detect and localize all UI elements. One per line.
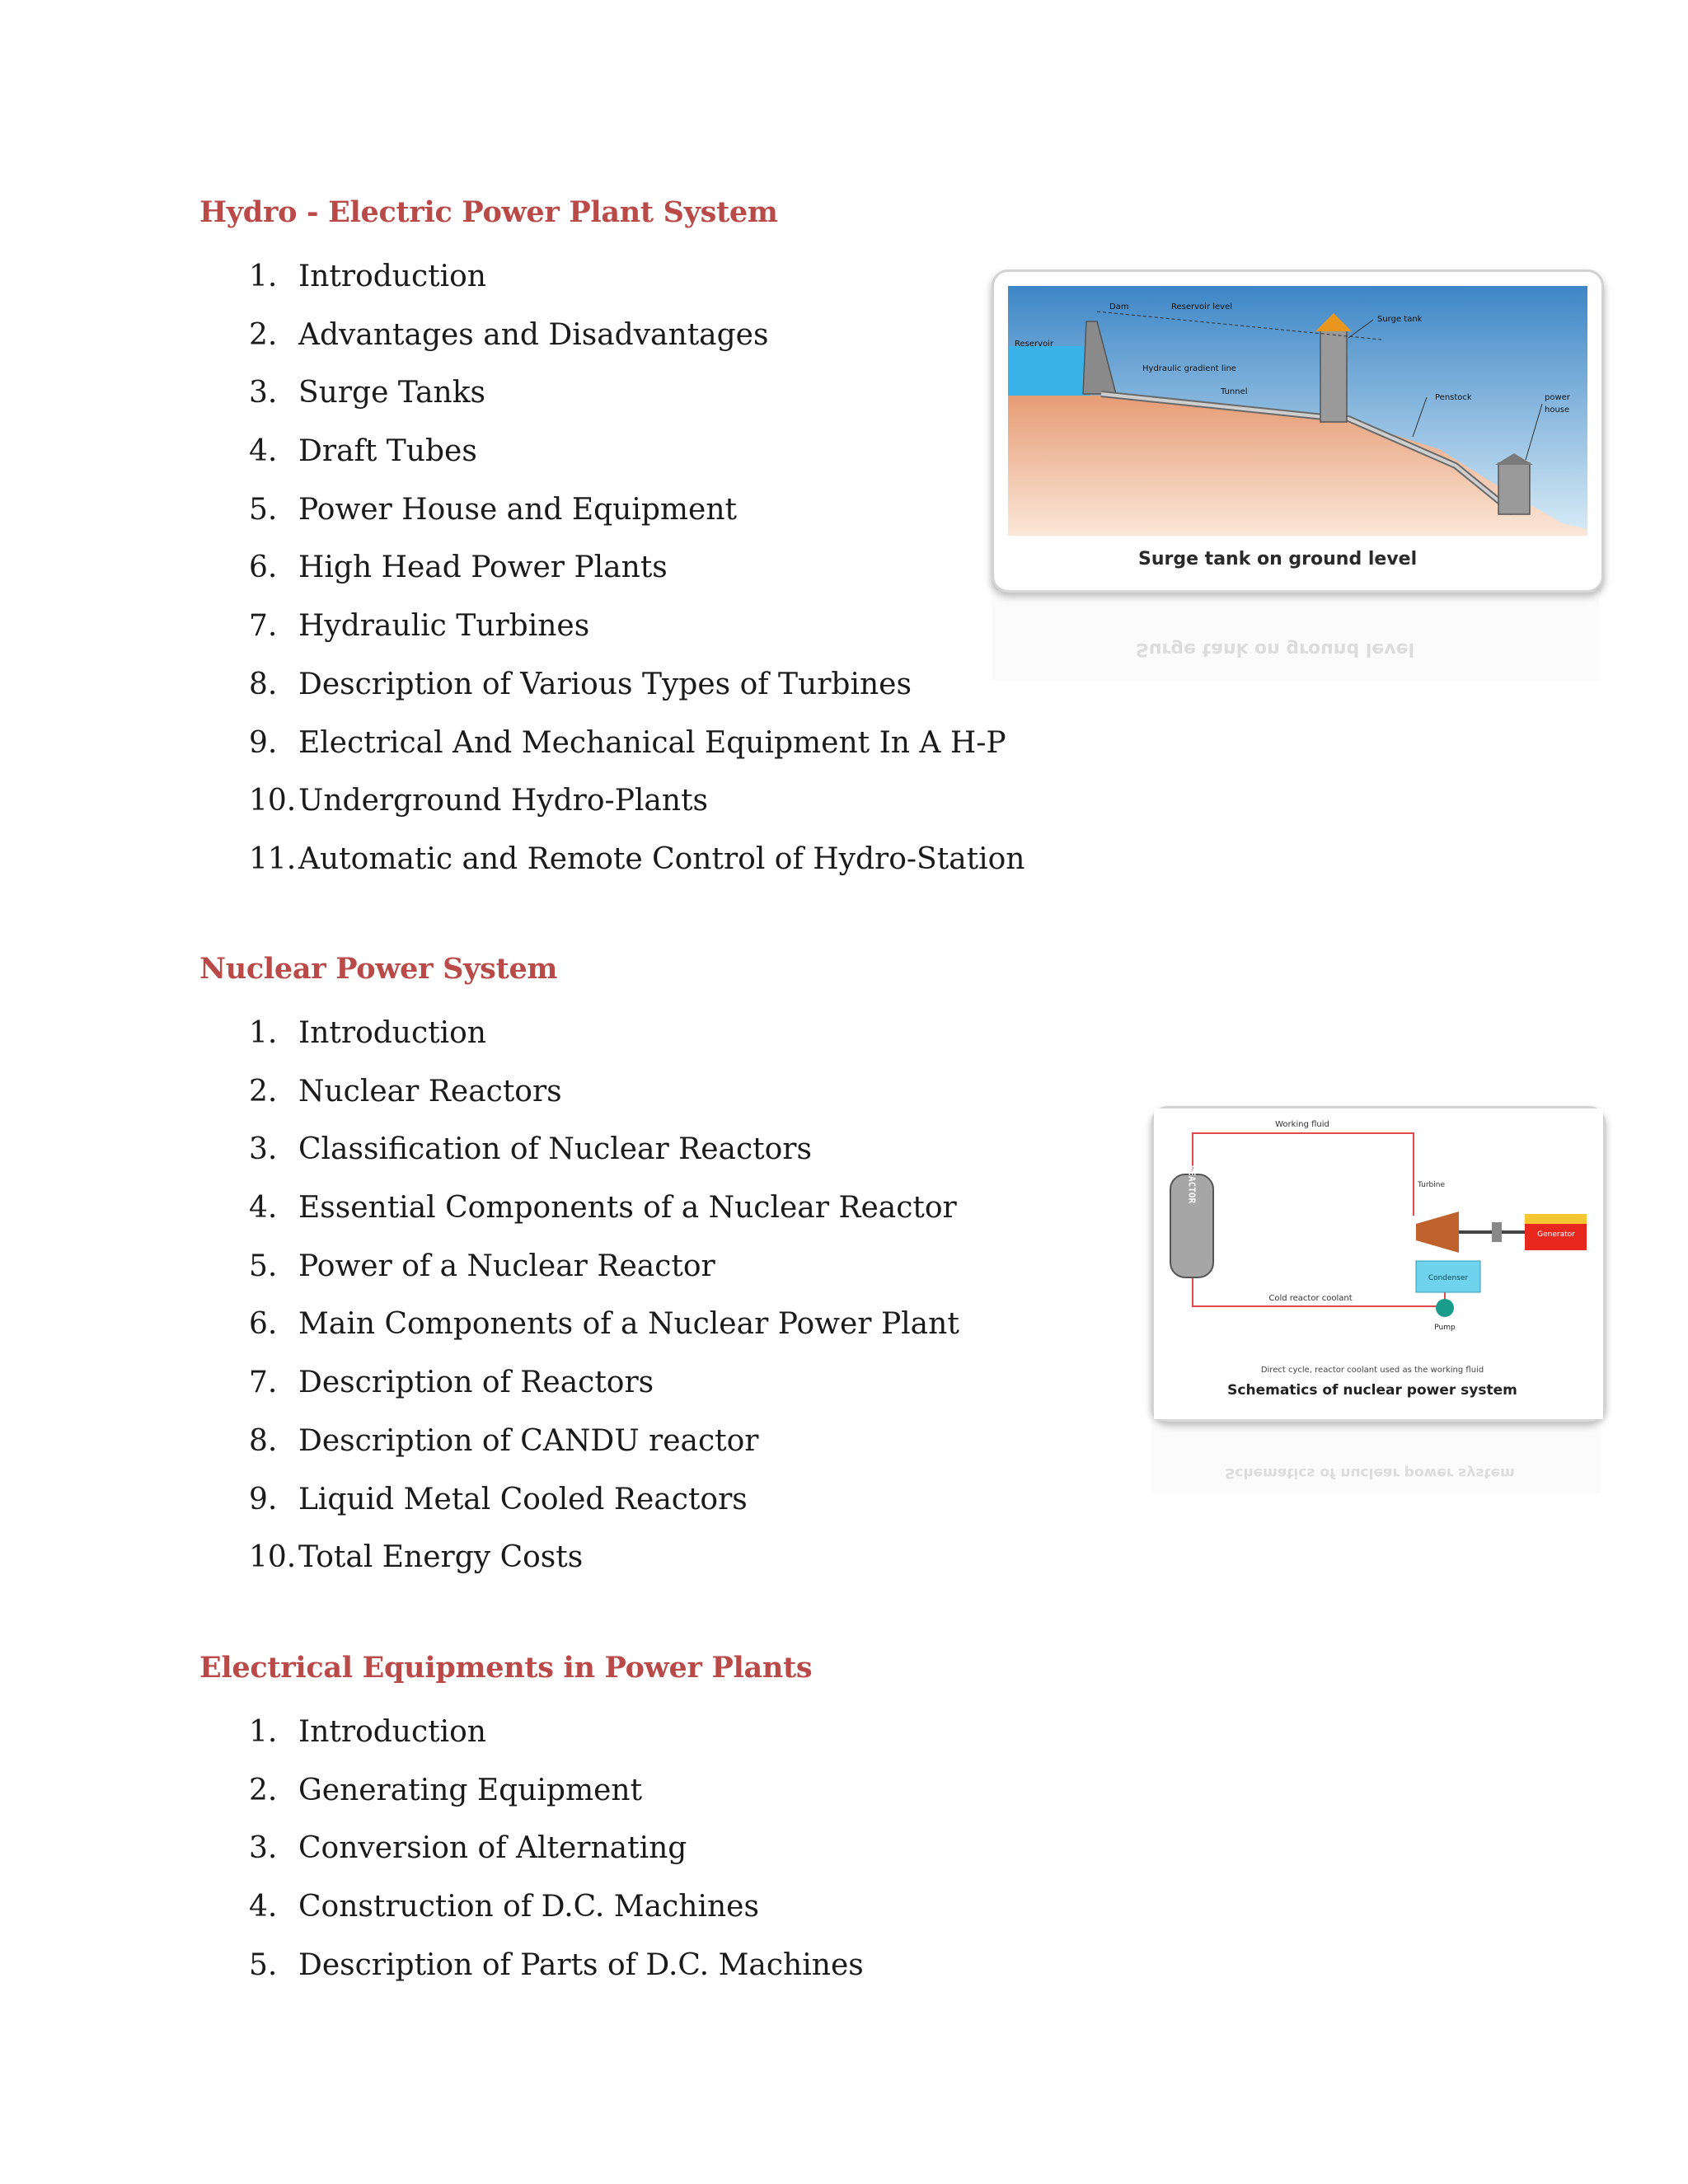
item-number: 5. <box>249 1249 278 1283</box>
item-number: 1. <box>249 1016 278 1050</box>
item-number: 7. <box>249 609 278 644</box>
generator-label: Generator <box>1537 1230 1575 1239</box>
item-text: Essential Components of a Nuclear Reactor <box>298 1191 957 1226</box>
item-number: 5. <box>249 1947 278 1982</box>
item-text: Power House and Equipment <box>298 492 737 527</box>
item-number: 9. <box>249 725 278 760</box>
surge-tank-figure <box>992 269 1604 593</box>
item-number: 4. <box>249 1890 278 1924</box>
item-number: 2. <box>249 1773 278 1807</box>
nuclear-caption: Schematics of nuclear power system <box>1227 1382 1517 1399</box>
label-reservoir: Reservoir <box>1015 340 1054 349</box>
item-text: Main Components of a Nuclear Power Plant <box>298 1307 959 1342</box>
label-hydraulic-gradient: Hydraulic gradient line <box>1142 364 1236 373</box>
nuclear-reflection <box>1151 1419 1601 1493</box>
item-number: 1. <box>249 1715 278 1749</box>
item-number: 11. <box>249 841 297 876</box>
pump-shape <box>1436 1299 1454 1317</box>
item-number: 1. <box>249 260 278 293</box>
item-text: Description of CANDU reactor <box>298 1423 759 1458</box>
item-number: 3. <box>249 376 278 410</box>
item-text: Underground Hydro-Plants <box>298 784 709 818</box>
item-text: Automatic and Remote Control of Hydro-Station <box>298 841 1025 876</box>
pump-label: Pump <box>1434 1324 1456 1332</box>
item-text: Nuclear Reactors <box>298 1074 562 1108</box>
working-fluid-label: Working fluid <box>1275 1120 1329 1129</box>
item-number: 2. <box>249 317 278 352</box>
section-heading-electrical: Electrical Equipments in Power Plants <box>199 1651 813 1685</box>
item-number: 4. <box>249 1191 278 1226</box>
surge-tank-shape <box>1320 330 1347 422</box>
item-text: Classification of Nuclear Reactors <box>298 1132 812 1167</box>
surge-tank-caption: Surge tank on ground level <box>1138 549 1418 569</box>
item-number: 3. <box>249 1831 278 1866</box>
condenser-label: Condenser <box>1428 1274 1469 1282</box>
item-text: Description of Various Types of Turbines <box>298 667 912 701</box>
label-surge-tank: Surge tank <box>1377 315 1423 324</box>
item-text: Liquid Metal Cooled Reactors <box>298 1482 748 1516</box>
nuclear-schematic-figure <box>1151 1106 1606 1422</box>
item-text: Electrical And Mechanical Equipment In A H-P <box>298 725 1006 760</box>
nuclear-subcaption: Direct cycle, reactor coolant used as the working fluid <box>1260 1366 1484 1375</box>
item-number: 8. <box>249 667 278 701</box>
item-number: 5. <box>249 492 278 527</box>
item-number: 2. <box>249 1074 278 1108</box>
turbine-label: Turbine <box>1418 1181 1445 1189</box>
nuclear-reflection-caption: Schematics of nuclear power system <box>1225 1465 1515 1481</box>
surge-tank-reflection-caption: Surge tank on ground level <box>1136 639 1415 659</box>
item-number: 7. <box>249 1366 278 1400</box>
item-number: 8. <box>249 1423 278 1458</box>
item-text: Generating Equipment <box>298 1773 643 1807</box>
label-tunnel: Tunnel <box>1221 387 1248 396</box>
label-power: power <box>1545 393 1570 402</box>
label-house: house <box>1545 405 1570 415</box>
nuclear-schematic-diagram <box>1154 1108 1603 1419</box>
power-house-shape <box>1498 463 1530 514</box>
item-text: Introduction <box>298 260 486 293</box>
surge-tank-diagram <box>994 272 1601 590</box>
item-text: Introduction <box>298 1715 486 1749</box>
label-penstock: Penstock <box>1435 393 1472 402</box>
item-text: Conversion of Alternating <box>298 1831 687 1866</box>
label-dam: Dam <box>1109 302 1129 312</box>
item-number: 10. <box>249 784 297 818</box>
item-number: 3. <box>249 1132 278 1167</box>
section-heading-nuclear: Nuclear Power System <box>199 952 558 986</box>
item-text: Power of a Nuclear Reactor <box>298 1249 715 1283</box>
item-text: Introduction <box>298 1016 486 1050</box>
item-text: Draft Tubes <box>298 434 477 469</box>
item-number: 9. <box>249 1482 278 1516</box>
item-text: High Head Power Plants <box>298 551 668 585</box>
item-text: Advantages and Disadvantages <box>298 317 769 352</box>
item-number: 4. <box>249 434 278 469</box>
item-number: 6. <box>249 1307 278 1342</box>
surge-tank-reflection <box>992 590 1599 681</box>
item-number: 6. <box>249 551 278 585</box>
item-text: Surge Tanks <box>298 376 486 410</box>
item-text: Description of Parts of D.C. Machines <box>298 1947 864 1982</box>
item-text: Hydraulic Turbines <box>298 609 590 644</box>
item-text: Description of Reactors <box>298 1366 654 1400</box>
label-reservoir-level: Reservoir level <box>1171 302 1233 312</box>
cold-coolant-label: Cold reactor coolant <box>1268 1294 1353 1303</box>
item-text: Total Energy Costs <box>298 1540 584 1575</box>
item-number: 10. <box>249 1540 297 1575</box>
reactor-label: REACTOR <box>1186 1165 1198 1204</box>
reservoir-water <box>1008 346 1090 396</box>
section-heading-hydro: Hydro - Electric Power Plant System <box>199 195 778 229</box>
item-text: Construction of D.C. Machines <box>298 1890 759 1924</box>
